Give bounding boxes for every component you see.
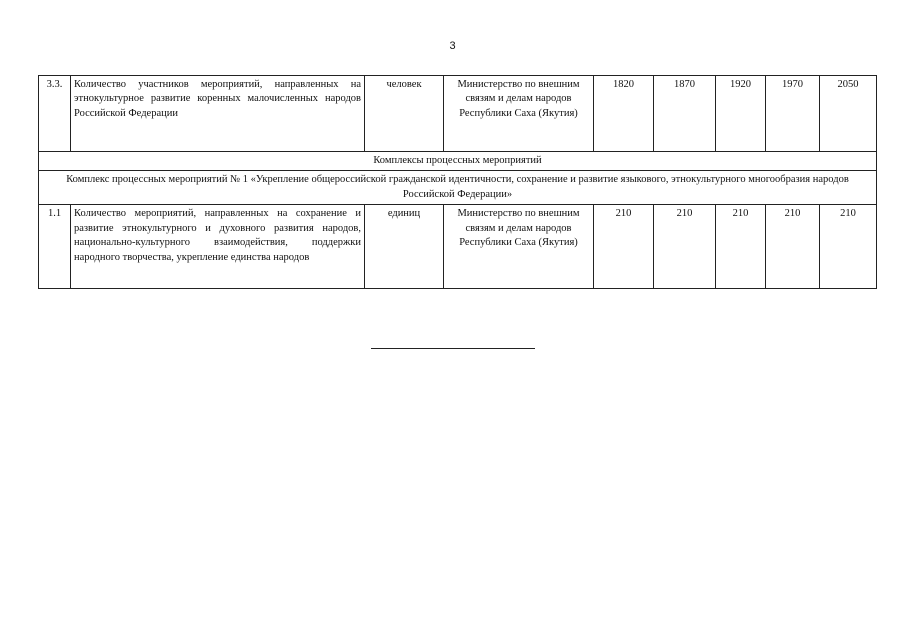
complex-heading: Комплекс процессных мероприятий № 1 «Укрепление общероссийской гражданской идентичности, сохранение и развитие языкового, этнокультурного многообразия народов Российской Федерации» [39,171,877,205]
unit-of-measure: человек [365,76,444,152]
table-section-row [39,171,877,205]
indicator-description: Количество мероприятий, направленных на сохранение и развитие этнокультурного и духовного развития народов, национально-культурного взаимодействия, поддержки народного творчества, укрепление единства народов [71,205,365,289]
table-row [39,205,877,289]
page-number: 3 [449,40,456,52]
value-cell: 1870 [654,76,716,152]
unit-of-measure: единиц [365,205,444,289]
indicator-description: Количество участников мероприятий, направленных на этнокультурное развитие коренных малочисленных народов Российской Федерации [71,76,365,152]
row-number: 1.1 [39,205,71,289]
indicators-table [38,75,877,289]
table-row [39,76,877,152]
value-cell: 210 [654,205,716,289]
responsible-body: Министерство по внешним связям и делам народов Республики Саха (Якутия) [444,205,594,289]
value-cell: 1970 [766,76,820,152]
value-cell: 1820 [594,76,654,152]
value-cell: 1920 [716,76,766,152]
value-cell: 210 [766,205,820,289]
value-cell: 210 [594,205,654,289]
row-number: 3.3. [39,76,71,152]
closing-separator-line [371,348,535,349]
responsible-body: Министерство по внешним связям и делам народов Республики Саха (Якутия) [444,76,594,152]
value-cell: 2050 [820,76,877,152]
value-cell: 210 [716,205,766,289]
table-section-row [39,152,877,171]
value-cell: 210 [820,205,877,289]
section-heading: Комплексы процессных мероприятий [39,152,877,171]
